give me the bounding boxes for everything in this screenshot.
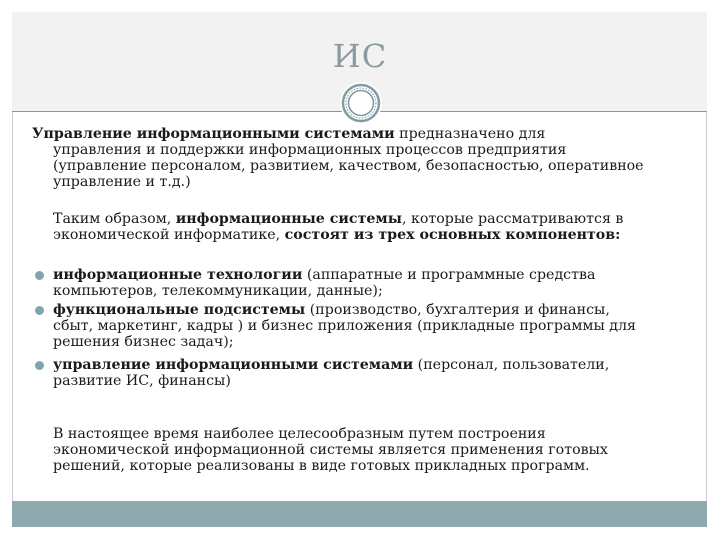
para2-bold-term: состоят из трех основных компонентов: (284, 227, 621, 243)
bullet-2-line-2: сбыт, маркетинг, кадры ) и бизнес приложения (прикладные программы для (53, 318, 636, 334)
closing-line-2: экономической информационной системы является применения готовых (53, 442, 608, 458)
slide-footer-bar (12, 501, 707, 527)
para2-text: Таким образом, (53, 211, 176, 227)
para2-text: , которые рассматриваются в (401, 211, 624, 227)
bullet-3-line-2: развитие ИС, финансы) (53, 373, 231, 389)
intro-bold-term: Управление информационными системами (32, 126, 395, 142)
intro-line-2: управления и поддержки информационных процессов предприятия (53, 142, 567, 158)
para2-line-1 (53, 211, 623, 227)
bullet-1-line-1 (53, 267, 595, 283)
intro-text: предназначено для (394, 126, 546, 142)
bullet-text: (аппаратные и программные средства (302, 267, 596, 283)
bullet-2-line-1 (53, 302, 610, 318)
bullet-bold-term: функциональные подсистемы (53, 302, 306, 318)
bullet-3-line-1 (53, 357, 609, 373)
slide-title: ИС (332, 37, 388, 75)
para2-line-2 (53, 227, 620, 243)
intro-line-4: управление и т.д.) (53, 174, 191, 190)
bullet-text: (производство, бухгалтерия и финансы, (305, 302, 610, 318)
round-bullet-icon (35, 271, 44, 280)
para2-text: экономической информатике, (53, 227, 285, 243)
bullet-2-line-3: решения бизнес задач); (53, 334, 234, 350)
intro-line-3: (управление персоналом, развитием, качеством, безопасностью, оперативное (53, 158, 644, 174)
closing-line-3: решений, которые реализованы в виде готовых прикладных программ. (53, 458, 590, 474)
closing-line-1: В настоящее время наиболее целесообразным путем построения (53, 426, 546, 442)
bullet-1-line-2: компьютеров, телекоммуникации, данные); (53, 283, 383, 299)
bullet-bold-term: управление информационными системами (53, 357, 414, 373)
round-bullet-icon (35, 306, 44, 315)
circle-ring-ornament-icon (339, 81, 383, 125)
bullet-bold-term: информационные технологии (53, 267, 303, 283)
intro-line-1 (32, 126, 545, 142)
round-bullet-icon (35, 361, 44, 370)
para2-bold-term: информационные системы (175, 211, 402, 227)
bullet-text: (персонал, пользователи, (413, 357, 610, 373)
